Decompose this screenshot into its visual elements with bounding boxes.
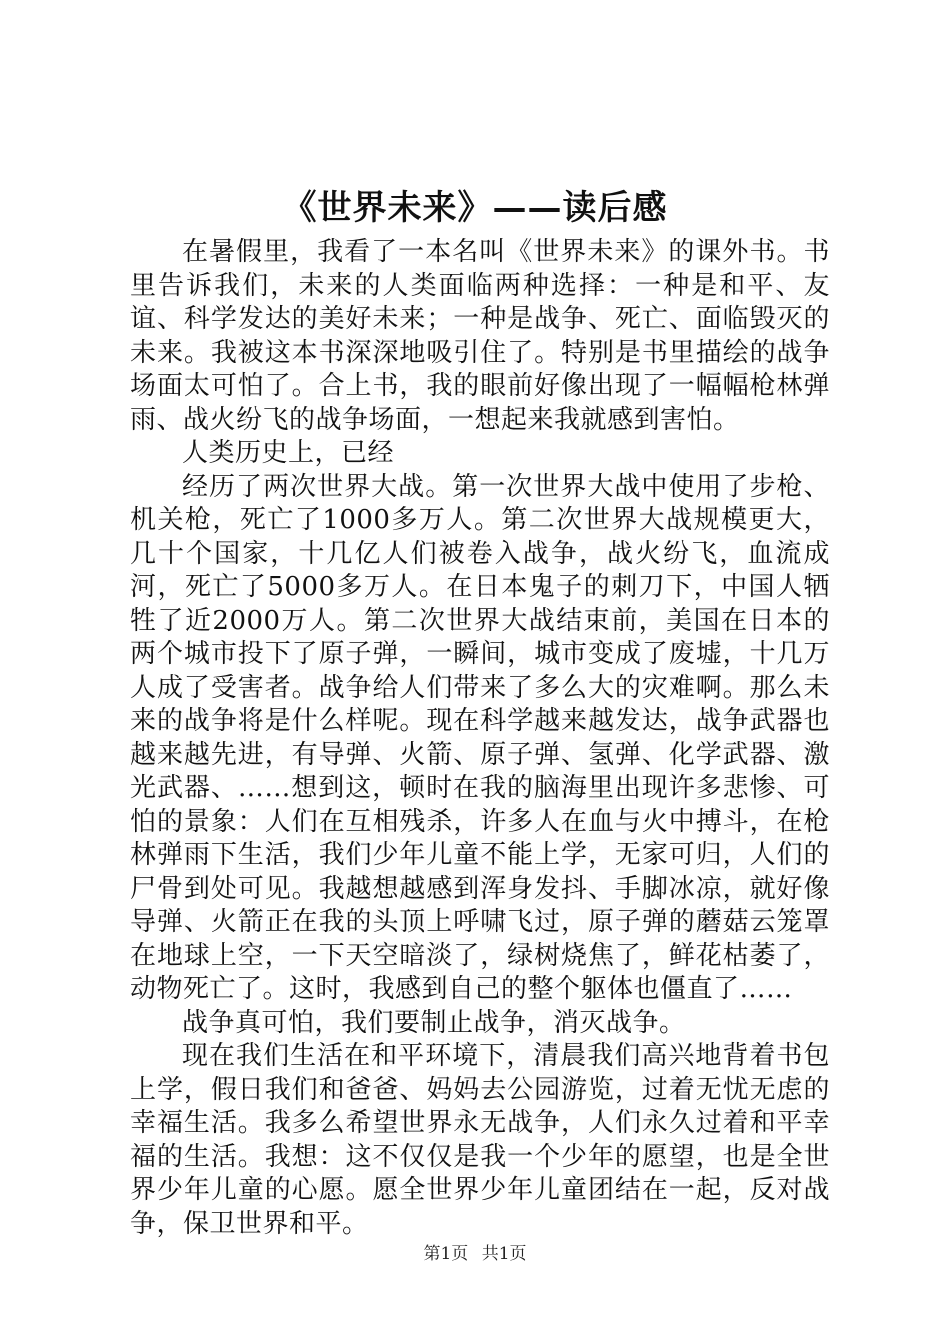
paragraph-2: 人类历史上，已经 bbox=[182, 438, 395, 468]
paragraph-5: 现在我们生活在和平环境下，清晨我们高兴地背着书包上学，假日我们和爸爸、妈妈去公园游览，过着无忧无虑的幸福生活。我多么希望世界永无战争，人们永久过着和平幸福的生活。我想：这不仅仅是我一个少年的愿望，也是全世界少年儿童的心愿。愿全世界少年儿童团结在一起，反对战争，保卫世界和平。 bbox=[130, 1041, 830, 1239]
page-number: 第1页 bbox=[423, 1244, 469, 1264]
paragraph-4: 战争真可怕，我们要制止战争，消灭战争。 bbox=[182, 1007, 686, 1038]
page-footer bbox=[0, 1242, 950, 1266]
paragraph-3: 经历了两次世界大战。第一次世界大战中使用了步枪、机关枪，死亡了1000多万人。第二次世界大战规模更大，几十个国家，十几亿人们被卷入战争，战火纷飞，血流成河，死亡了5000多万人。在日本鬼子的刺刀下，中国人牺牲了近2000万人。第二次世界大战结束前，美国在日本的两个城市投下了原子弹，一瞬间，城市变成了废墟，十几万人成了受害者。战争给人们带来了多么大的灾难啊。那么未来的战争将是什么样呢。现在科学越来越发达，战争武器也越来越先进，有导弹、火箭、原子弹、氢弹、化学武器、激光武器、……想到这，顿时在我的脑海里出现许多悲惨、可怕的景象：人们在互相残杀，许多人在血与火中搏斗，在枪林弹雨下生活，我们少年儿童不能上学，无家可归，人们的尸骨到处可见。我越想越感到浑身发抖、手脚冰凉，就好像导弹、火箭正在我的头顶上呼啸飞过，原子弹的蘑菇云笼罩在地球上空，一下天空暗淡了，绿树烧焦了，鲜花枯萎了，动物死亡了。这时，我感到自己的整个躯体也僵直了…… bbox=[130, 471, 830, 1004]
page-total: 共1页 bbox=[481, 1244, 527, 1264]
paragraph-1: 在暑假里，我看了一本名叫《世界未来》的课外书。书里告诉我们，未来的人类面临两种选择：一种是和平、友谊、科学发达的美好未来；一种是战争、死亡、面临毁灭的未来。我被这本书深深地吸引住了。特别是书里描绘的战争场面太可怕了。合上书，我的眼前好像出现了一幅幅枪林弹雨、战火纷飞的战争场面，一想起来我就感到害怕。 bbox=[130, 237, 830, 435]
document-body bbox=[130, 236, 830, 1241]
document-title: 《世界未来》——读后感 bbox=[282, 188, 668, 228]
